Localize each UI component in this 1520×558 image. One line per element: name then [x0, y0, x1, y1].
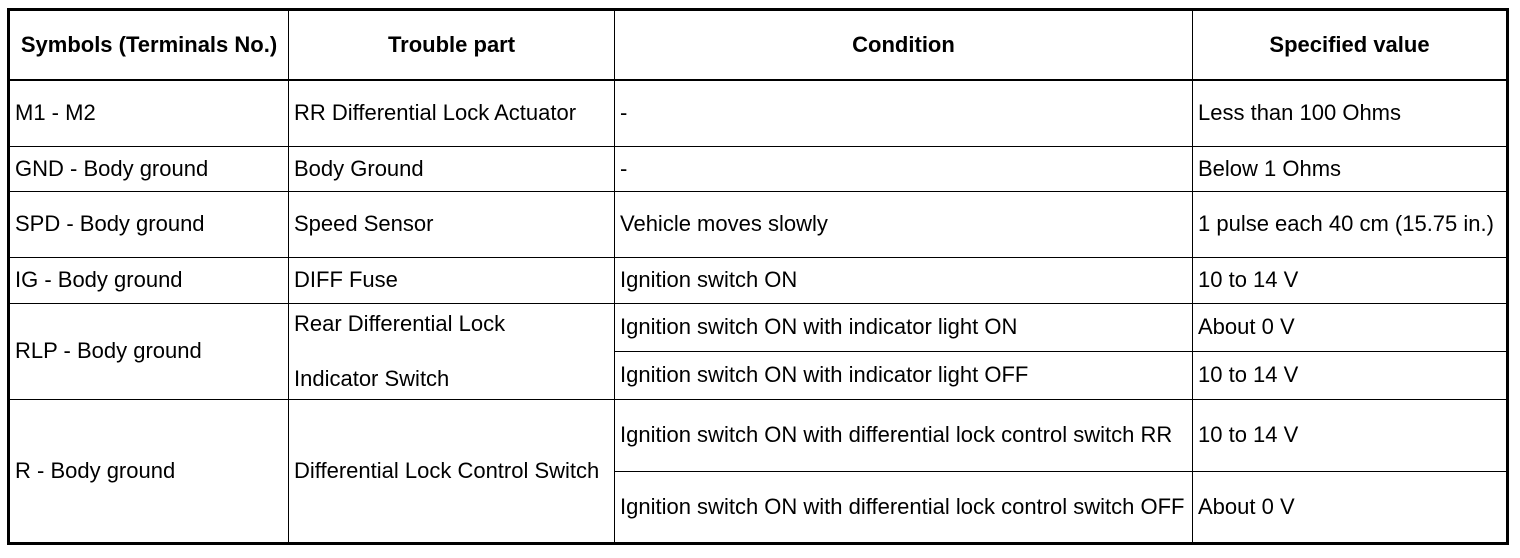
cell-symbol: RLP - Body ground: [9, 303, 289, 399]
cell-condition: Ignition switch ON with differential lock control switch RR: [615, 399, 1193, 471]
cell-specified-value: About 0 V: [1193, 471, 1508, 543]
header-row: [9, 10, 1508, 81]
cell-symbol: R - Body ground: [9, 399, 289, 543]
table-row: [9, 399, 1508, 471]
cell-symbol: M1 - M2: [9, 80, 289, 146]
cell-trouble-part: Body Ground: [289, 146, 615, 191]
table-row: [9, 80, 1508, 146]
cell-trouble-part: DIFF Fuse: [289, 257, 615, 303]
cell-specified-value: About 0 V: [1193, 303, 1508, 351]
table-row: [9, 146, 1508, 191]
cell-condition: Ignition switch ON: [615, 257, 1193, 303]
cell-condition: Ignition switch ON with indicator light OFF: [615, 351, 1193, 399]
cell-specified-value: 10 to 14 V: [1193, 257, 1508, 303]
cell-symbol: SPD - Body ground: [9, 191, 289, 257]
header-condition: Condition: [615, 10, 1193, 81]
trouble-part-line: Rear Differential Lock: [294, 310, 506, 336]
header-trouble-part: Trouble part: [289, 10, 615, 81]
cell-symbol: GND - Body ground: [9, 146, 289, 191]
cell-condition: Vehicle moves slowly: [615, 191, 1193, 257]
cell-condition: Ignition switch ON with differential lock control switch OFF: [615, 471, 1193, 543]
cell-trouble-part: RR Differential Lock Actuator: [289, 80, 615, 146]
cell-specified-value: 10 to 14 V: [1193, 399, 1508, 471]
cell-specified-value: 1 pulse each 40 cm (15.75 in.): [1193, 191, 1508, 257]
cell-specified-value: Less than 100 Ohms: [1193, 80, 1508, 146]
cell-trouble-part: Differential Lock Control Switch: [289, 399, 615, 543]
cell-condition: -: [615, 80, 1193, 146]
cell-condition: -: [615, 146, 1193, 191]
header-specified-value: Specified value: [1193, 10, 1508, 81]
cell-specified-value: 10 to 14 V: [1193, 351, 1508, 399]
cell-trouble-part: [289, 303, 615, 399]
cell-symbol: IG - Body ground: [9, 257, 289, 303]
trouble-part-line: Indicator Switch: [294, 365, 450, 391]
table-row: [9, 191, 1508, 257]
header-symbols: Symbols (Terminals No.): [9, 10, 289, 81]
cell-trouble-part: Speed Sensor: [289, 191, 615, 257]
table-row: [9, 257, 1508, 303]
terminal-spec-table: [7, 8, 1509, 545]
cell-condition: Ignition switch ON with indicator light ON: [615, 303, 1193, 351]
cell-specified-value: Below 1 Ohms: [1193, 146, 1508, 191]
table-row: [9, 303, 1508, 351]
